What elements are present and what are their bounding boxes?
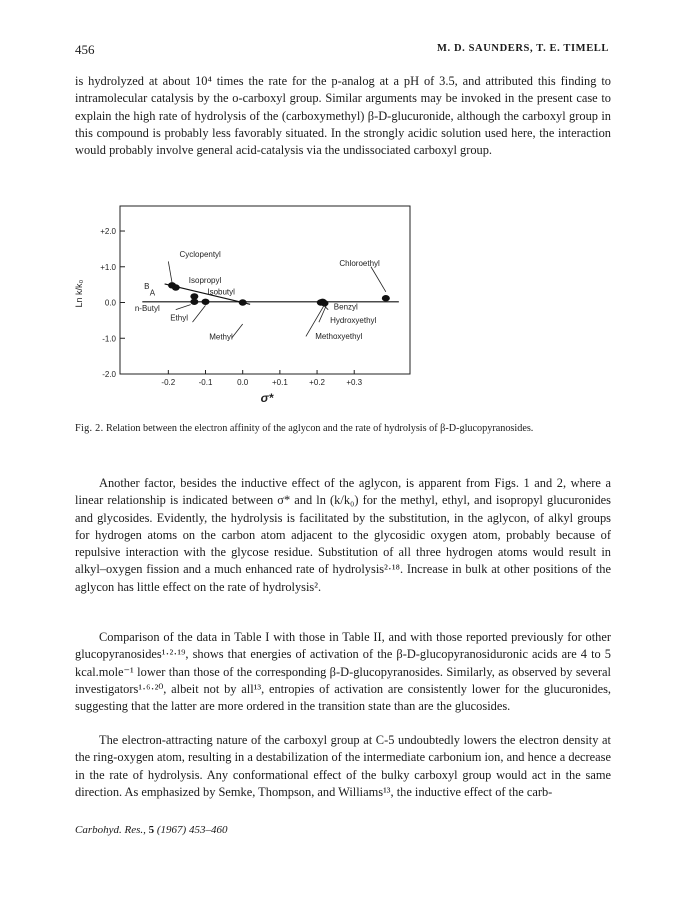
y-tick-label: +1.0	[100, 262, 116, 272]
paragraph-2: Another factor, besides the inductive effect of the aglycon, is apparent from Figs. 1 and 2, where a linear relationship is indicated between σ* and ln (k/k₀) for the methyl, ethyl, and isopropyl glucuronides and glycosides. Evidently, the hydrolysis is facilitated by the substitution, in the aglycon, of alkyl groups for hydrogen atoms on the carbon atom adjacent to the glycosidic oxygen atom, probably because of repulsive interaction with the glycose residue. Substitution of all three hydrogen atoms would result in alkyl–oxygen fission and a much enhanced rate of hydrolysis²·¹⁸. Increase in bulk at other positions of the aglycon has little effect on the rate of hydrolysis².	[75, 476, 611, 594]
x-tick-label: -0.1	[198, 378, 213, 387]
footer-pages: (1967) 453–460	[156, 824, 228, 836]
scatter-plot	[62, 200, 422, 418]
point-label: Methoxyethyl	[315, 331, 363, 341]
y-tick-label: -1.0	[102, 334, 116, 344]
y-tick-label: -2.0	[102, 370, 116, 379]
plot-frame	[120, 206, 410, 374]
point-label: Isobutyl	[207, 287, 235, 297]
leader-line	[168, 261, 172, 282]
data-point	[202, 299, 210, 305]
x-tick-label: +0.1	[271, 378, 288, 387]
point-label: Isopropyl	[188, 275, 222, 285]
paragraph-1: is hydrolyzed at about 10⁴ times the rate for the p-analog at a pH of 3.5, and attributed this finding to intramolecular catalysis by the o-carboxyl group. Similar arguments may be invoked in the present case to explain the high rate of hydrolysis of the (carboxymethyl) β-D-glucuronide, although the carboxyl group in this compound is probably less favorably situated. In the strongly acidic solution used here, the interaction would probably involve general acid-catalysis via the undissociated carboxyl group.	[75, 74, 611, 158]
figure-caption	[75, 422, 611, 436]
leader-line	[371, 267, 386, 292]
data-point	[382, 295, 390, 301]
figure-caption-text: Relation between the electron affinity of the aglycon and the rate of hydrolysis of β-D-glucopyranosides.	[105, 423, 534, 434]
x-tick-label: 0.0	[237, 378, 249, 387]
leader-line	[193, 305, 206, 322]
point-label: Ethyl	[170, 313, 188, 323]
leader-line	[176, 305, 191, 310]
data-point	[320, 300, 328, 306]
data-point	[190, 299, 198, 305]
point-label: Hydroxyethyl	[330, 316, 377, 326]
footer-volume: 5	[148, 824, 155, 836]
point-label: Methyl	[209, 332, 233, 342]
page-number: 456	[75, 42, 95, 57]
footer-journal: Carbohyd. Res.,	[75, 824, 146, 836]
data-point	[172, 284, 180, 290]
y-tick-label: +2.0	[100, 227, 116, 237]
figure-caption-label: Fig. 2.	[75, 423, 104, 434]
page-footer	[75, 824, 227, 836]
point-label: Chloroethyl	[339, 259, 380, 269]
line-label-b: B	[144, 281, 150, 291]
x-tick-label: -0.2	[161, 378, 176, 387]
figure-2-chart	[62, 200, 422, 418]
paragraph-3: Comparison of the data in Table I with those in Table II, and with those reported previously for other glucopyranosides¹·²·¹⁹, shows that energies of activation of the β-D-glucopyranosiduronic acids are 4 to 5 kcal.mole⁻¹ lower than those of the corresponding β-D-glucopyranosides. Similarly, as observed by several investigators¹·⁶·²⁰, albeit not by all¹³, entropies of activation are consistently lower for the glucuronides, suggesting that the latter are more ordered in the transition state than are the glucosides.	[75, 630, 611, 714]
y-axis-label: Ln k/k₀	[74, 279, 84, 308]
data-point	[239, 299, 247, 305]
point-label: n-Butyl	[134, 304, 160, 314]
paragraph-4: The electron-attracting nature of the carboxyl group at C-5 undoubtedly lowers the electron density at the ring-oxygen atom, resulting in a destabilization of the intermediate carbonium ion, and hence a decrease in the rate of hydrolysis. Any conformational effect of the bulky carboxyl group would act in the same direction. As emphasized by Semke, Thompson, and Williams¹³, the inductive effect of the carb-	[75, 733, 611, 799]
x-axis-label: σ*	[260, 391, 274, 405]
y-tick-label: 0.0	[104, 298, 116, 308]
running-head: M. D. SAUNDERS, T. E. TIMELL	[437, 43, 609, 54]
leader-line	[232, 324, 243, 338]
page-header	[75, 42, 609, 62]
x-tick-label: +0.3	[346, 378, 363, 387]
line-label-a: A	[149, 288, 156, 298]
x-tick-label: +0.2	[309, 378, 325, 387]
point-label: Benzyl	[333, 302, 358, 312]
point-label: Cyclopentyl	[179, 249, 221, 259]
